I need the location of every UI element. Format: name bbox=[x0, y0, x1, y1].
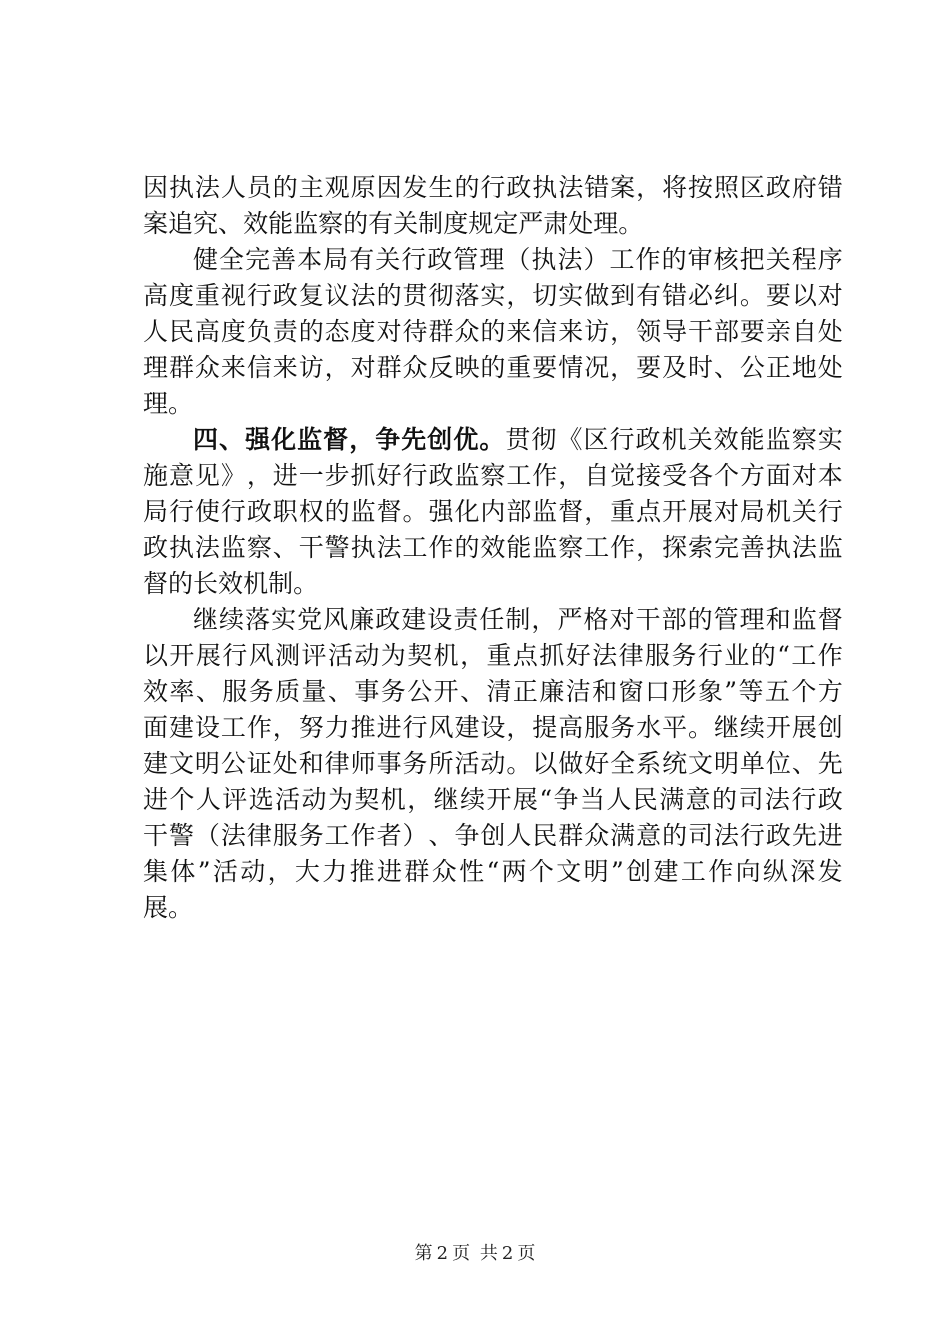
text-line: 政 执 法 监 察 、 干 警 执 法 工 作 的 效 能 监 察 工 作 ， 探 索 完 善 执 法 监 bbox=[143, 533, 843, 562]
page-number: 2 bbox=[436, 1243, 449, 1264]
text-line: 人 民 高 度 负 责 的 态 度 对 待 群 众 的 来 信 来 访 ， 领 导 干 部 要 亲 自 处 bbox=[143, 317, 843, 346]
text-line: 展 。 bbox=[143, 893, 194, 922]
text-line: 进 个 人 评 选 活 动 为 契 机 ， 继 续 开 展 “ 争 当 人 民 满 意 的 司 法 行 政 bbox=[143, 785, 843, 814]
text-line: 局 行 使 行 政 职 权 的 监 督 。 强 化 内 部 监 督 ， 重 点 开 展 对 局 机 关 行 bbox=[143, 497, 843, 526]
text-line: 效 率 、 服 务 质 量 、 事 务 公 开 、 清 正 廉 洁 和 窗 口 形 象 ” 等 五 个 方 bbox=[143, 677, 843, 706]
text-line: 面 建 设 工 作 ， 努 力 推 进 行 风 建 设 ， 提 高 服 务 水 平 。 继 续 开 展 创 bbox=[143, 713, 843, 742]
text-line: 理 。 bbox=[143, 389, 194, 418]
total-unit: 页 bbox=[517, 1243, 536, 1264]
text-line: 继 续 落 实 党 风 廉 政 建 设 责 任 制 ， 严 格 对 干 部 的 管 理 和 监 督 bbox=[193, 605, 843, 634]
text-line: 因 执 法 人 员 的 主 观 原 因 发 生 的 行 政 执 法 错 案 ， 将 按 照 区 政 府 错 bbox=[143, 173, 843, 202]
section-heading-line: 四 、 强 化 监 督 ， 争 先 创 优 。 贯 彻 《 区 行 政 机 关 效 能 监 察 实 bbox=[193, 425, 843, 454]
total-number: 2 bbox=[501, 1243, 514, 1264]
text-line: 以 开 展 行 风 测 评 活 动 为 契 机 ， 重 点 抓 好 法 律 服 务 行 业 的 “ 工 作 bbox=[143, 641, 843, 670]
text-line: 督 的 长 效 机 制 。 bbox=[143, 569, 319, 598]
text-line: 案 追 究 、 效 能 监 察 的 有 关 制 度 规 定 严 肃 处 理 。 bbox=[143, 209, 644, 238]
text-line: 建 文 明 公 证 处 和 律 师 事 务 所 活 动 。 以 做 好 全 系 统 文 明 单 位 、 先 bbox=[143, 749, 843, 778]
text-line: 理 群 众 来 信 来 访 ， 对 群 众 反 映 的 重 要 情 况 ， 要 及 时 、 公 正 地 处 bbox=[143, 353, 843, 382]
text-line: 施 意 见 》 ， 进 一 步 抓 好 行 政 监 察 工 作 ， 自 觉 接 受 各 个 方 面 对 本 bbox=[143, 461, 843, 490]
text-line: 集 体 ” 活 动 ， 大 力 推 进 群 众 性 “ 两 个 文 明 ” 创 建 工 作 向 纵 深 发 bbox=[143, 857, 843, 886]
page-label: 第 bbox=[414, 1243, 433, 1264]
total-label: 共 bbox=[479, 1243, 498, 1264]
text-line: 高 度 重 视 行 政 复 议 法 的 贯 彻 落 实 ， 切 实 做 到 有 错 必 纠 。 要 以 对 bbox=[143, 281, 843, 310]
text-line: 干 警 （ 法 律 服 务 工 作 者 ） 、 争 创 人 民 群 众 满 意 的 司 法 行 政 先 进 bbox=[143, 821, 843, 850]
page-footer bbox=[0, 1242, 950, 1266]
text-line: 健 全 完 善 本 局 有 关 行 政 管 理 （ 执 法 ） 工 作 的 审 核 把 关 程 序 bbox=[193, 245, 843, 274]
page-unit: 页 bbox=[452, 1243, 471, 1264]
